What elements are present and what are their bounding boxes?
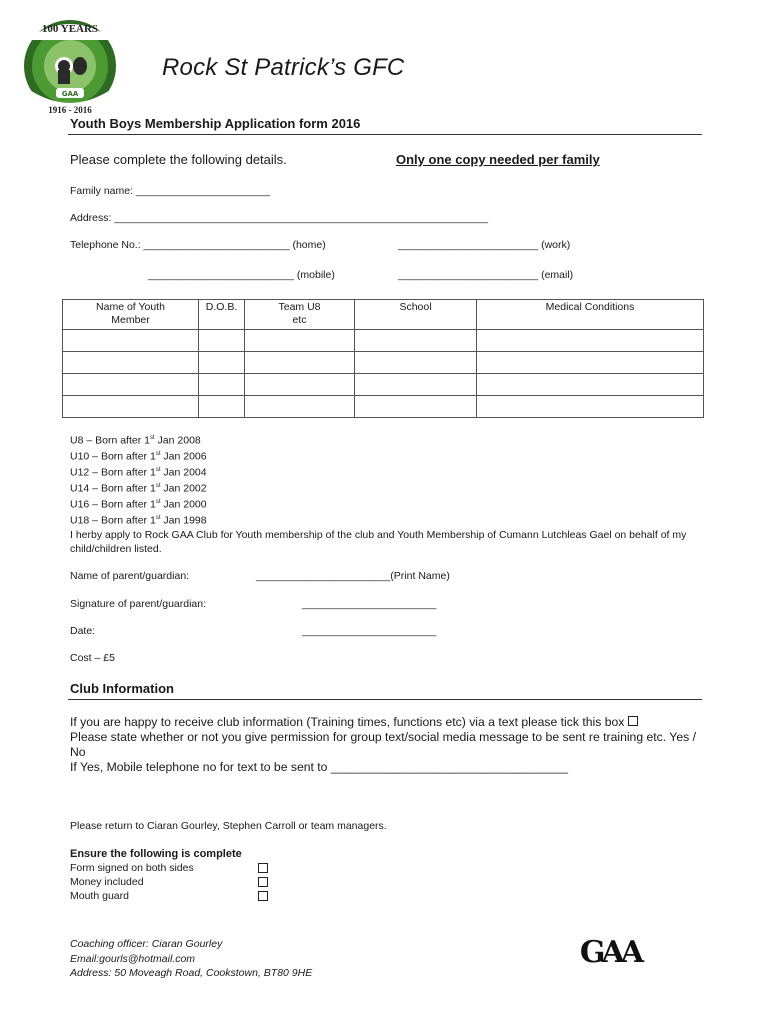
one-copy-note: Only one copy needed per family xyxy=(396,152,600,167)
date-field[interactable]: _______________________ xyxy=(302,625,437,637)
permission-line: Please state whether or not you give permission for group text/social media message to be sent re training etc. Yes / No xyxy=(70,730,696,759)
table-cell[interactable] xyxy=(199,330,245,352)
table-cell[interactable] xyxy=(477,396,704,418)
signature-label: Signature of parent/guardian: xyxy=(70,598,207,610)
table-cell[interactable] xyxy=(63,396,199,418)
coaching-officer: Coaching officer: Ciaran Gourley xyxy=(70,938,223,950)
table-cell[interactable] xyxy=(63,374,199,396)
crest-top-text: 100 YEARS xyxy=(41,23,99,35)
table-row[interactable] xyxy=(63,396,704,418)
email-field[interactable]: ________________________ (email) xyxy=(398,269,574,281)
mobile-text-field[interactable]: If Yes, Mobile telephone no for text to be sent to ___________________________________ xyxy=(70,760,569,774)
table-cell[interactable] xyxy=(63,330,199,352)
return-note: Please return to Ciaran Gourley, Stephen Carroll or team managers. xyxy=(70,820,387,832)
intro-instruction: Please complete the following details. xyxy=(70,152,287,167)
signature-field[interactable]: _______________________ xyxy=(302,598,437,610)
checklist-item: Form signed on both sides xyxy=(70,861,242,875)
table-row[interactable] xyxy=(63,374,704,396)
age-groups-list xyxy=(70,432,207,529)
table-cell[interactable] xyxy=(245,330,355,352)
checklist-item: Mouth guard xyxy=(70,889,242,903)
form-title: Youth Boys Membership Application form 2016 xyxy=(70,116,361,131)
family-name-field[interactable]: Family name: _______________________ xyxy=(70,185,271,197)
club-title: Rock St Patrick’s GFC xyxy=(162,54,405,81)
club-info-divider xyxy=(68,699,702,700)
table-cell[interactable] xyxy=(199,396,245,418)
table-cell[interactable] xyxy=(355,330,477,352)
contact-email: Email:gourls@hotmail.com xyxy=(70,952,196,965)
table-cell[interactable] xyxy=(245,352,355,374)
table-cell[interactable] xyxy=(199,374,245,396)
age-group-item: U16 – Born after 1st Jan 2000 xyxy=(70,498,207,511)
checklist-title: Ensure the following is complete xyxy=(70,848,242,860)
date-label: Date: xyxy=(70,625,96,637)
table-cell[interactable] xyxy=(355,352,477,374)
table-cell[interactable] xyxy=(199,352,245,374)
address-field[interactable]: Address: ________________________________________________________________ xyxy=(70,212,489,224)
checklist xyxy=(70,847,242,903)
consent-line: If you are happy to receive club information (Training times, functions etc) via a text please tick this box xyxy=(70,715,700,730)
table-header-row xyxy=(63,300,704,330)
members-table xyxy=(62,299,704,418)
club-info-text xyxy=(70,715,700,775)
age-group-item: U14 – Born after 1st Jan 2002 xyxy=(70,482,207,495)
age-group-item: U18 – Born after 1st Jan 1998 xyxy=(70,514,207,527)
crest-bottom-text: 1916 - 2016 xyxy=(48,105,92,114)
form-signed-checkbox[interactable] xyxy=(258,863,268,873)
col-header-team: Team U8 etc xyxy=(245,300,355,330)
club-crest-logo xyxy=(20,14,120,114)
cost-text: Cost – £5 xyxy=(70,652,115,664)
telephone-mobile-field[interactable]: _________________________ (mobile) xyxy=(148,269,335,281)
table-cell[interactable] xyxy=(477,352,704,374)
telephone-work-field[interactable]: ________________________ (work) xyxy=(398,239,571,251)
checklist-item: Money included xyxy=(70,875,242,889)
col-header-school: School xyxy=(355,300,477,330)
contact-address: Address: 50 Moveagh Road, Cookstown, BT80 9HE xyxy=(70,967,313,979)
age-group-item: U12 – Born after 1st Jan 2004 xyxy=(70,466,207,479)
declaration-text: I herby apply to Rock GAA Club for Youth membership of the club and Youth Membership of Cumann Lutchleas Gael on behalf of my child/children listed. xyxy=(70,529,687,555)
table-row[interactable] xyxy=(63,330,704,352)
col-header-name: Name of Youth Member xyxy=(63,300,199,330)
age-group-item: U8 – Born after 1st Jan 2008 xyxy=(70,434,201,447)
text-consent-checkbox[interactable] xyxy=(628,716,638,726)
parent-name-label: Name of parent/guardian: xyxy=(70,570,190,582)
gaa-logo xyxy=(570,930,650,970)
footer-contact xyxy=(70,937,312,981)
table-cell[interactable] xyxy=(355,374,477,396)
parent-name-field[interactable]: _______________________(Print Name) xyxy=(256,570,450,582)
crest-badge-text: GAA xyxy=(61,90,79,98)
telephone-home-field[interactable]: Telephone No.: _________________________ (home) xyxy=(70,239,326,251)
heading-divider xyxy=(68,134,702,135)
table-cell[interactable] xyxy=(63,352,199,374)
age-group-item: U10 – Born after 1st Jan 2006 xyxy=(70,450,207,463)
table-cell[interactable] xyxy=(477,374,704,396)
club-info-heading: Club Information xyxy=(70,681,174,696)
table-cell[interactable] xyxy=(245,374,355,396)
col-header-dob: D.O.B. xyxy=(199,300,245,330)
money-included-checkbox[interactable] xyxy=(258,877,268,887)
mouth-guard-checkbox[interactable] xyxy=(258,891,268,901)
table-cell[interactable] xyxy=(477,330,704,352)
col-header-medical: Medical Conditions xyxy=(477,300,704,330)
svg-text:GAA: GAA xyxy=(579,935,641,970)
table-cell[interactable] xyxy=(245,396,355,418)
table-row[interactable] xyxy=(63,352,704,374)
table-cell[interactable] xyxy=(355,396,477,418)
